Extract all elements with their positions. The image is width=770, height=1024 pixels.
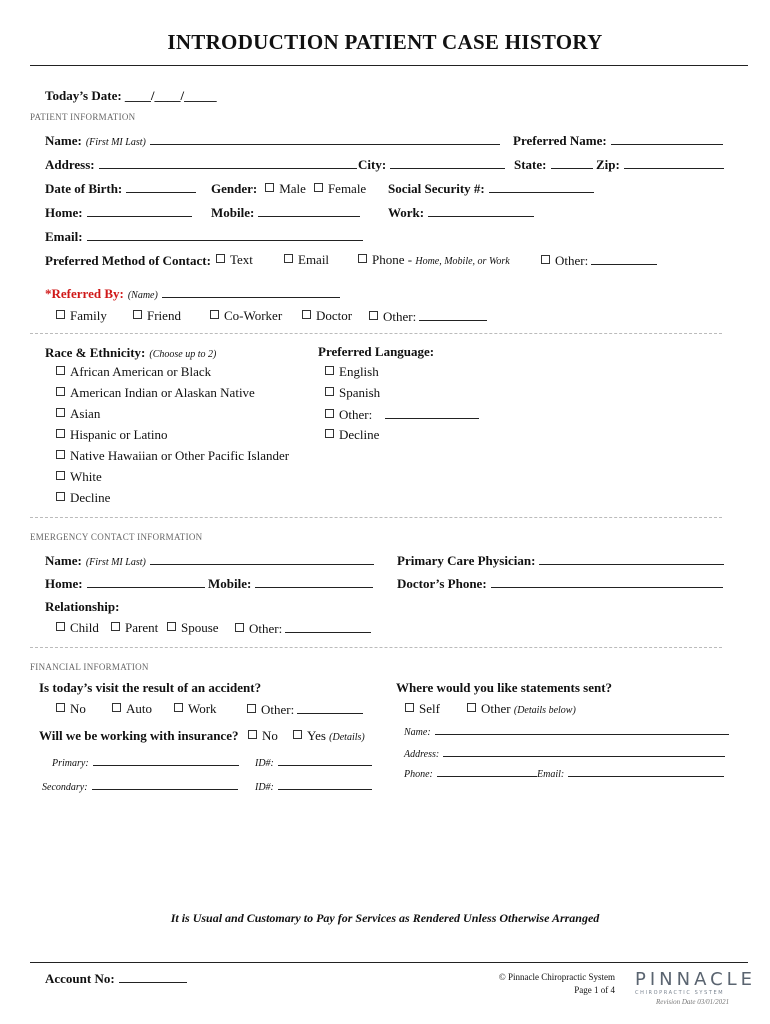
race-option-pacific-islander[interactable] <box>56 448 289 464</box>
race-option-black[interactable] <box>56 364 211 380</box>
divider-emergency <box>30 647 722 648</box>
referred-coworker-checkbox[interactable] <box>210 310 219 319</box>
race-option-decline[interactable] <box>56 490 110 506</box>
accident-question: Is today’s visit the result of an accident? <box>39 680 262 695</box>
race-asian-label: Asian <box>70 406 101 421</box>
emergency-mobile-label: Mobile: <box>208 576 252 591</box>
insurance-no-option[interactable] <box>248 728 278 744</box>
accident-no-option[interactable] <box>56 701 86 717</box>
referred-other-input[interactable] <box>419 308 487 321</box>
emergency-name-field[interactable] <box>45 552 374 570</box>
accident-no-label: No <box>70 701 86 716</box>
pcp-field[interactable] <box>397 552 724 570</box>
secondary-id-label: ID#: <box>255 782 274 793</box>
preferred-name-field[interactable] <box>513 132 723 150</box>
state-input[interactable] <box>551 156 593 169</box>
relationship-parent-option[interactable] <box>111 620 158 636</box>
race-label: Race & Ethnicity: <box>45 345 146 360</box>
statement-email-label: Email: <box>537 769 565 780</box>
referred-other-label: Other: <box>383 309 417 324</box>
statement-address-field[interactable] <box>404 744 725 762</box>
secondary-insurance-input[interactable] <box>92 777 238 790</box>
referred-other-option[interactable] <box>369 308 487 325</box>
emergency-home-input[interactable] <box>87 575 205 588</box>
doctor-phone-field[interactable] <box>397 575 723 593</box>
statement-name-input[interactable] <box>435 722 729 735</box>
statements-other-option[interactable] <box>467 701 576 717</box>
pinnacle-logo-subtitle: CHIROPRACTIC SYSTEM <box>635 990 725 996</box>
ssn-field[interactable] <box>388 180 594 198</box>
city-label: City: <box>358 157 387 172</box>
statement-address-input[interactable] <box>443 744 725 757</box>
contact-phone-label: Phone - <box>372 252 416 267</box>
relationship-parent-checkbox[interactable] <box>111 622 120 631</box>
contact-method-label: Preferred Method of Contact: <box>45 253 211 268</box>
statement-name-field[interactable] <box>404 722 729 740</box>
referred-coworker-label: Co-Worker <box>224 308 283 323</box>
statement-name-label: Name: <box>404 727 431 738</box>
referred-doctor-checkbox[interactable] <box>302 310 311 319</box>
patient-name-label: Name: <box>45 133 82 148</box>
primary-id-field[interactable] <box>255 753 372 771</box>
primary-id-input[interactable] <box>278 753 372 766</box>
address-label: Address: <box>45 157 95 172</box>
statement-email-field[interactable] <box>537 764 724 782</box>
emergency-name-input[interactable] <box>150 552 374 565</box>
referred-doctor-option[interactable] <box>302 308 352 324</box>
work-phone-label: Work: <box>388 205 425 220</box>
address-input[interactable] <box>99 156 357 169</box>
section-financial-info: FINANCIAL INFORMATION <box>30 662 149 672</box>
statement-address-label: Address: <box>404 749 440 760</box>
contact-text-option[interactable] <box>216 252 253 268</box>
race-decline-label: Decline <box>70 490 111 505</box>
page-number: Page 1 of 4 <box>574 985 615 995</box>
emergency-name-label: Name: <box>45 553 82 568</box>
mobile-phone-field[interactable] <box>211 204 360 222</box>
statement-phone-field[interactable] <box>404 764 537 782</box>
statement-phone-label: Phone: <box>404 769 433 780</box>
relationship-spouse-option[interactable] <box>167 620 219 636</box>
statements-self-option[interactable] <box>405 701 440 717</box>
primary-insurance-input[interactable] <box>93 753 239 766</box>
referred-by-input[interactable] <box>162 285 340 298</box>
gender-female-checkbox[interactable] <box>314 183 323 192</box>
race-asian-checkbox[interactable] <box>56 408 65 417</box>
referred-friend-label: Friend <box>147 308 181 323</box>
zip-label: Zip: <box>596 157 620 172</box>
doctor-phone-input[interactable] <box>491 575 723 588</box>
statement-phone-input[interactable] <box>437 764 537 777</box>
emergency-mobile-input[interactable] <box>255 575 373 588</box>
email-label: Email: <box>45 229 83 244</box>
emergency-home-label: Home: <box>45 576 83 591</box>
language-option-english[interactable] <box>325 364 379 380</box>
race-decline-checkbox[interactable] <box>56 492 65 501</box>
relationship-child-label: Child <box>70 620 99 635</box>
contact-phone-hint: Home, Mobile, or Work <box>415 256 510 267</box>
contact-email-option[interactable] <box>284 252 329 268</box>
patient-name-field[interactable] <box>45 132 500 150</box>
referred-by-label: *Referred By: <box>45 286 124 301</box>
mobile-phone-input[interactable] <box>258 204 360 217</box>
language-english-label: English <box>339 364 379 379</box>
primary-insurance-field[interactable] <box>52 753 239 771</box>
insurance-no-checkbox[interactable] <box>248 730 257 739</box>
pcp-label: Primary Care Physician: <box>397 553 536 568</box>
relationship-spouse-label: Spouse <box>181 620 219 635</box>
language-english-checkbox[interactable] <box>325 366 334 375</box>
home-phone-input[interactable] <box>87 204 192 217</box>
address-field[interactable] <box>45 156 357 174</box>
accident-auto-checkbox[interactable] <box>112 703 121 712</box>
statement-email-input[interactable] <box>568 764 724 777</box>
accident-no-checkbox[interactable] <box>56 703 65 712</box>
referred-family-option[interactable] <box>56 308 107 324</box>
accident-other-input[interactable] <box>297 701 363 714</box>
section-emergency-contact: EMERGENCY CONTACT INFORMATION <box>30 532 203 542</box>
statements-question: Where would you like statements sent? <box>396 680 613 695</box>
contact-email-checkbox[interactable] <box>284 254 293 263</box>
insurance-yes-checkbox[interactable] <box>293 730 302 739</box>
section-patient-info: PATIENT INFORMATION <box>30 112 136 122</box>
state-label: State: <box>514 157 547 172</box>
divider-race <box>30 517 722 518</box>
referred-friend-option[interactable] <box>133 308 181 324</box>
title-rule <box>30 65 748 66</box>
primary-id-label: ID#: <box>255 758 274 769</box>
account-number-input[interactable] <box>119 970 187 983</box>
referred-other-checkbox[interactable] <box>369 311 378 320</box>
secondary-insurance-field[interactable] <box>42 777 238 795</box>
contact-method-field <box>45 252 211 270</box>
contact-phone-checkbox[interactable] <box>358 254 367 263</box>
ssn-label: Social Security #: <box>388 181 485 196</box>
pinnacle-logo <box>635 969 756 996</box>
revision-date: Revision Date 03/01/2021 <box>656 998 730 1006</box>
race-hint: (Choose up to 2) <box>149 349 217 360</box>
relationship-label: Relationship: <box>45 599 120 614</box>
relationship-parent-label: Parent <box>125 620 159 635</box>
accident-work-option[interactable] <box>174 701 217 717</box>
race-option-asian[interactable] <box>56 406 100 422</box>
race-black-label: African American or Black <box>70 364 212 379</box>
ssn-input[interactable] <box>489 180 594 193</box>
contact-other-input[interactable] <box>591 252 657 265</box>
language-option-spanish[interactable] <box>325 385 380 401</box>
language-other-checkbox[interactable] <box>325 409 334 418</box>
gender-male-label: Male <box>279 181 306 196</box>
relationship-other-checkbox[interactable] <box>235 623 244 632</box>
relationship-other-label: Other: <box>249 621 283 636</box>
state-field[interactable] <box>514 156 593 174</box>
accident-other-option[interactable] <box>247 701 363 718</box>
race-pacific-islander-label: Native Hawaiian or Other Pacific Islander <box>70 448 290 463</box>
home-phone-field[interactable] <box>45 204 192 222</box>
statements-self-checkbox[interactable] <box>405 703 414 712</box>
relationship-spouse-checkbox[interactable] <box>167 622 176 631</box>
insurance-yes-option[interactable] <box>293 728 365 744</box>
pcp-input[interactable] <box>539 552 724 565</box>
gender-field <box>211 180 366 198</box>
accident-other-checkbox[interactable] <box>247 704 256 713</box>
language-decline-checkbox[interactable] <box>325 429 334 438</box>
emergency-name-hint: (First MI Last) <box>85 557 146 568</box>
secondary-id-field[interactable] <box>255 777 372 795</box>
primary-insurance-label: Primary: <box>52 758 89 769</box>
emergency-home-field[interactable] <box>45 575 205 593</box>
pinnacle-logo-text: PINNACLE <box>635 969 757 990</box>
doctor-phone-label: Doctor’s Phone: <box>397 576 487 591</box>
accident-auto-option[interactable] <box>112 701 152 717</box>
patient-name-hint: (First MI Last) <box>85 137 146 148</box>
zip-input[interactable] <box>624 156 724 169</box>
language-other-input[interactable] <box>385 406 479 419</box>
race-option-hispanic[interactable] <box>56 427 167 443</box>
work-phone-field[interactable] <box>388 204 534 222</box>
race-white-label: White <box>70 469 102 484</box>
account-number-label: Account No: <box>45 971 115 986</box>
gender-female-label: Female <box>327 181 367 196</box>
accident-auto-label: Auto <box>126 701 152 716</box>
race-native-american-label: American Indian or Alaskan Native <box>70 385 255 400</box>
race-option-white[interactable] <box>56 469 102 485</box>
city-field[interactable] <box>358 156 505 174</box>
language-spanish-checkbox[interactable] <box>325 387 334 396</box>
statements-other-checkbox[interactable] <box>467 703 476 712</box>
contact-text-label: Text <box>230 252 253 267</box>
language-option-other[interactable] <box>325 406 479 423</box>
referred-coworker-option[interactable] <box>210 308 282 324</box>
zip-field[interactable] <box>596 156 724 174</box>
race-native-american-checkbox[interactable] <box>56 387 65 396</box>
city-input[interactable] <box>390 156 505 169</box>
race-header <box>45 344 216 362</box>
secondary-insurance-label: Secondary: <box>42 782 88 793</box>
emergency-mobile-field[interactable] <box>208 575 373 593</box>
preferred-name-input[interactable] <box>611 132 723 145</box>
contact-other-option[interactable] <box>541 252 657 269</box>
referred-family-checkbox[interactable] <box>56 310 65 319</box>
preferred-name-label: Preferred Name: <box>513 133 607 148</box>
race-black-checkbox[interactable] <box>56 366 65 375</box>
payment-notice: It is Usual and Customary to Pay for Services as Rendered Unless Otherwise Arranged <box>170 911 600 925</box>
insurance-yes-label: Yes <box>307 728 326 743</box>
race-hispanic-label: Hispanic or Latino <box>70 427 168 442</box>
gender-label: Gender: <box>211 181 258 196</box>
account-number-field[interactable] <box>45 970 187 988</box>
footer-rule <box>30 962 748 963</box>
relationship-other-option[interactable] <box>235 620 371 637</box>
dob-label: Date of Birth: <box>45 181 123 196</box>
dob-input[interactable] <box>126 180 196 193</box>
home-phone-label: Home: <box>45 205 83 220</box>
work-phone-input[interactable] <box>428 204 534 217</box>
race-white-checkbox[interactable] <box>56 471 65 480</box>
language-decline-label: Decline <box>339 427 380 442</box>
contact-other-checkbox[interactable] <box>541 255 550 264</box>
insurance-question: Will we be working with insurance? <box>39 728 239 743</box>
accident-work-label: Work <box>188 701 217 716</box>
contact-email-label: Email <box>298 252 330 267</box>
language-option-decline[interactable] <box>325 427 379 443</box>
insurance-yes-hint: (Details) <box>329 732 365 743</box>
dob-field[interactable] <box>45 180 196 198</box>
email-input[interactable] <box>87 228 363 241</box>
todays-date-field[interactable]: Today’s Date: ____/____/_____ <box>45 88 217 103</box>
insurance-no-label: No <box>262 728 278 743</box>
contact-phone-option[interactable] <box>358 252 510 268</box>
race-hispanic-checkbox[interactable] <box>56 429 65 438</box>
accident-other-label: Other: <box>261 702 295 717</box>
race-option-native-american[interactable] <box>56 385 255 401</box>
gender-male-checkbox[interactable] <box>265 183 274 192</box>
relationship-other-input[interactable] <box>285 620 371 633</box>
contact-text-checkbox[interactable] <box>216 254 225 263</box>
statements-self-label: Self <box>419 701 440 716</box>
copyright-text: © Pinnacle Chiropractic System <box>498 972 615 982</box>
relationship-child-option[interactable] <box>56 620 99 636</box>
language-spanish-label: Spanish <box>339 385 381 400</box>
language-label: Preferred Language: <box>318 344 435 359</box>
contact-other-label: Other: <box>555 253 589 268</box>
accident-work-checkbox[interactable] <box>174 703 183 712</box>
referred-friend-checkbox[interactable] <box>133 310 142 319</box>
referred-by-hint: (Name) <box>127 290 158 301</box>
statements-other-label: Other <box>481 701 511 716</box>
secondary-id-input[interactable] <box>278 777 372 790</box>
page-title: INTRODUCTION PATIENT CASE HISTORY <box>167 30 603 54</box>
patient-name-input[interactable] <box>150 132 500 145</box>
referred-by-field[interactable] <box>45 285 340 303</box>
referred-family-label: Family <box>70 308 107 323</box>
referred-doctor-label: Doctor <box>316 308 353 323</box>
language-other-label: Other: <box>339 407 373 422</box>
race-pacific-islander-checkbox[interactable] <box>56 450 65 459</box>
relationship-child-checkbox[interactable] <box>56 622 65 631</box>
statements-other-hint: (Details below) <box>513 705 576 716</box>
divider-referred <box>30 333 722 334</box>
email-field[interactable] <box>45 228 363 246</box>
mobile-phone-label: Mobile: <box>211 205 255 220</box>
